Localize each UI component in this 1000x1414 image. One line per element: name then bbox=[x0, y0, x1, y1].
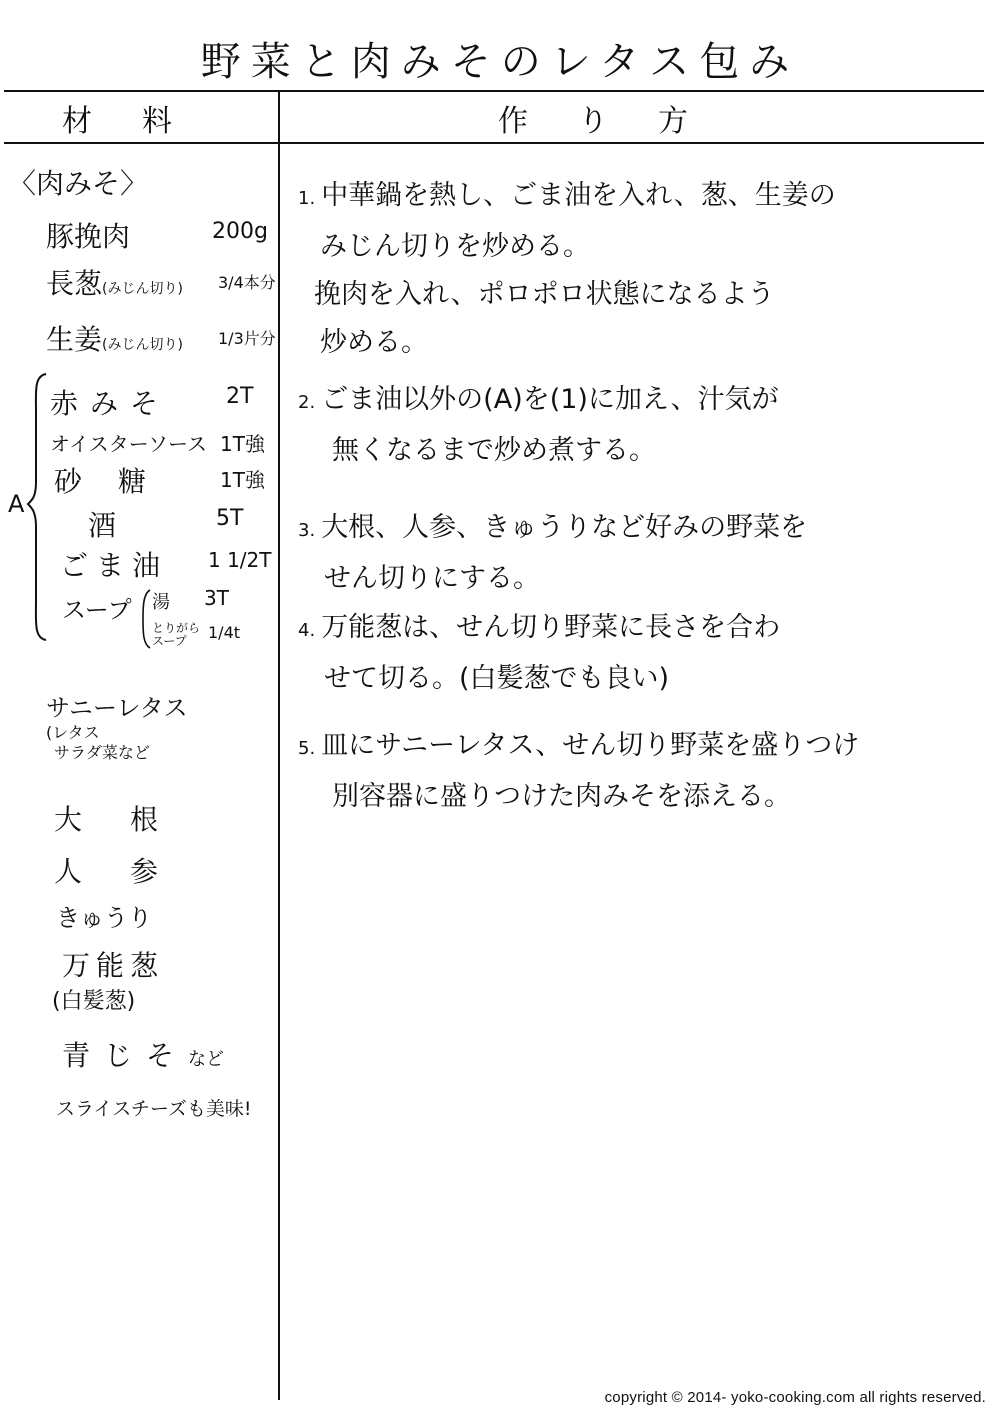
ingredient-suffix: など bbox=[188, 1049, 225, 1070]
step-number: 5. bbox=[298, 738, 316, 759]
copyright-notice: copyright © 2014- yoko-cooking.com all rights reserved. bbox=[604, 1389, 986, 1406]
ingredient-name: ごま油 bbox=[60, 549, 169, 582]
step-line: 別容器に盛りつけた肉みそを添える。 bbox=[332, 781, 791, 812]
ingredient-name: 長葱 bbox=[46, 267, 103, 300]
ingredient-qty: 2T bbox=[226, 384, 254, 409]
ingredient-shiraga-negi: (白髪葱) bbox=[52, 989, 136, 1014]
step-number: 2. bbox=[298, 392, 316, 413]
ingredient-oyster-sauce bbox=[50, 428, 265, 457]
ingredient-red-miso bbox=[50, 382, 254, 422]
lettuce-alternative-1: (レタス bbox=[46, 723, 100, 742]
step-line: 挽肉を入れ、ポロポロ状態になるよう bbox=[314, 279, 775, 310]
ingredient-name: 赤みそ bbox=[50, 387, 171, 420]
step-line: 大根、人参、きゅうりなど好みの野菜を bbox=[321, 512, 808, 543]
ingredient-aojiso bbox=[62, 1034, 224, 1074]
ingredient-green-onion: 万能葱 bbox=[62, 949, 165, 982]
step-line: 万能葱は、せん切り野菜に長さを合わ bbox=[321, 612, 781, 643]
ingredient-name: 豚挽肉 bbox=[46, 220, 131, 253]
ingredient-leek bbox=[46, 262, 276, 302]
ingredient-hot-water bbox=[152, 586, 229, 614]
cheese-note: スライスチーズも美味! bbox=[56, 1098, 252, 1120]
step-line: みじん切りを炒める。 bbox=[320, 231, 590, 262]
ingredient-qty: 3T bbox=[204, 586, 229, 610]
ingredient-sesame-oil bbox=[60, 544, 272, 584]
ingredient-cucumber: きゅうり bbox=[56, 904, 152, 932]
ingredient-note: (みじん切り) bbox=[102, 281, 183, 297]
ingredient-qty: 1 1/2T bbox=[208, 548, 272, 572]
group-a-brace bbox=[26, 372, 48, 642]
ingredient-sake bbox=[88, 504, 244, 544]
step-line: 中華鍋を熱し、ごま油を入れ、葱、生姜の bbox=[321, 180, 836, 211]
soup-bracket bbox=[140, 588, 152, 650]
step-3 bbox=[298, 504, 888, 603]
ingredient-sunny-lettuce: サニーレタス bbox=[46, 694, 188, 722]
ingredient-name: 酒 bbox=[88, 509, 117, 542]
ingredient-qty: 200g bbox=[212, 219, 268, 244]
ingredient-qty: 1T強 bbox=[220, 468, 265, 492]
step-line: 無くなるまで炒め煮する。 bbox=[332, 435, 656, 466]
step-1 bbox=[298, 172, 888, 367]
ingredient-name: とりがらスープ bbox=[152, 621, 201, 648]
ingredient-note: (みじん切り) bbox=[102, 337, 183, 353]
ingredient-name: スープ bbox=[62, 596, 132, 624]
ingredient-qty: 1T強 bbox=[220, 432, 265, 456]
step-number: 4. bbox=[298, 620, 316, 641]
ingredient-sugar bbox=[54, 460, 265, 500]
step-2 bbox=[298, 376, 888, 475]
ingredient-name: 湯 bbox=[152, 592, 170, 613]
ingredient-name: 生姜 bbox=[46, 323, 103, 356]
ingredient-name: 砂糖 bbox=[54, 465, 183, 498]
step-line: 炒める。 bbox=[320, 327, 428, 358]
ingredient-qty: 1/3片分 bbox=[218, 329, 276, 348]
ingredient-pork bbox=[46, 215, 271, 255]
step-line: せて切る。(白髪葱でも良い) bbox=[324, 663, 670, 694]
lettuce-alternative-2: サラダ菜など bbox=[54, 743, 150, 762]
step-number: 3. bbox=[298, 520, 316, 541]
ingredients-heading: 材料 bbox=[62, 104, 222, 139]
ingredient-qty: 5T bbox=[216, 506, 244, 531]
step-line: 皿にサニーレタス、せん切り野菜を盛りつけ bbox=[321, 730, 860, 761]
header-rule bbox=[4, 142, 984, 144]
column-divider bbox=[278, 90, 280, 1400]
ingredient-name: オイスターソース bbox=[50, 432, 207, 456]
step-line: ごま油以外の(A)を(1)に加え、汁気が bbox=[321, 384, 779, 415]
step-5 bbox=[298, 722, 888, 821]
ingredient-daikon: 大根 bbox=[54, 803, 207, 836]
ingredient-ginger bbox=[46, 318, 276, 358]
ingredient-qty: 3/4本分 bbox=[218, 273, 276, 292]
ingredient-chicken-stock bbox=[152, 621, 241, 648]
ingredient-soup bbox=[62, 590, 132, 625]
recipe-title: 野菜と肉みそのレタス包み bbox=[200, 39, 800, 85]
ingredient-qty: 1/4t bbox=[208, 623, 241, 642]
group-a-label: A bbox=[8, 490, 25, 518]
top-rule bbox=[4, 90, 984, 92]
ingredient-name: 青じそ bbox=[62, 1039, 189, 1072]
step-4 bbox=[298, 604, 888, 703]
nikumiso-label: 〈肉みそ〉 bbox=[8, 167, 149, 200]
ingredient-carrot: 人参 bbox=[54, 855, 207, 888]
step-number: 1. bbox=[298, 188, 316, 209]
step-line: せん切りにする。 bbox=[324, 563, 540, 594]
method-heading: 作り方 bbox=[498, 104, 738, 139]
